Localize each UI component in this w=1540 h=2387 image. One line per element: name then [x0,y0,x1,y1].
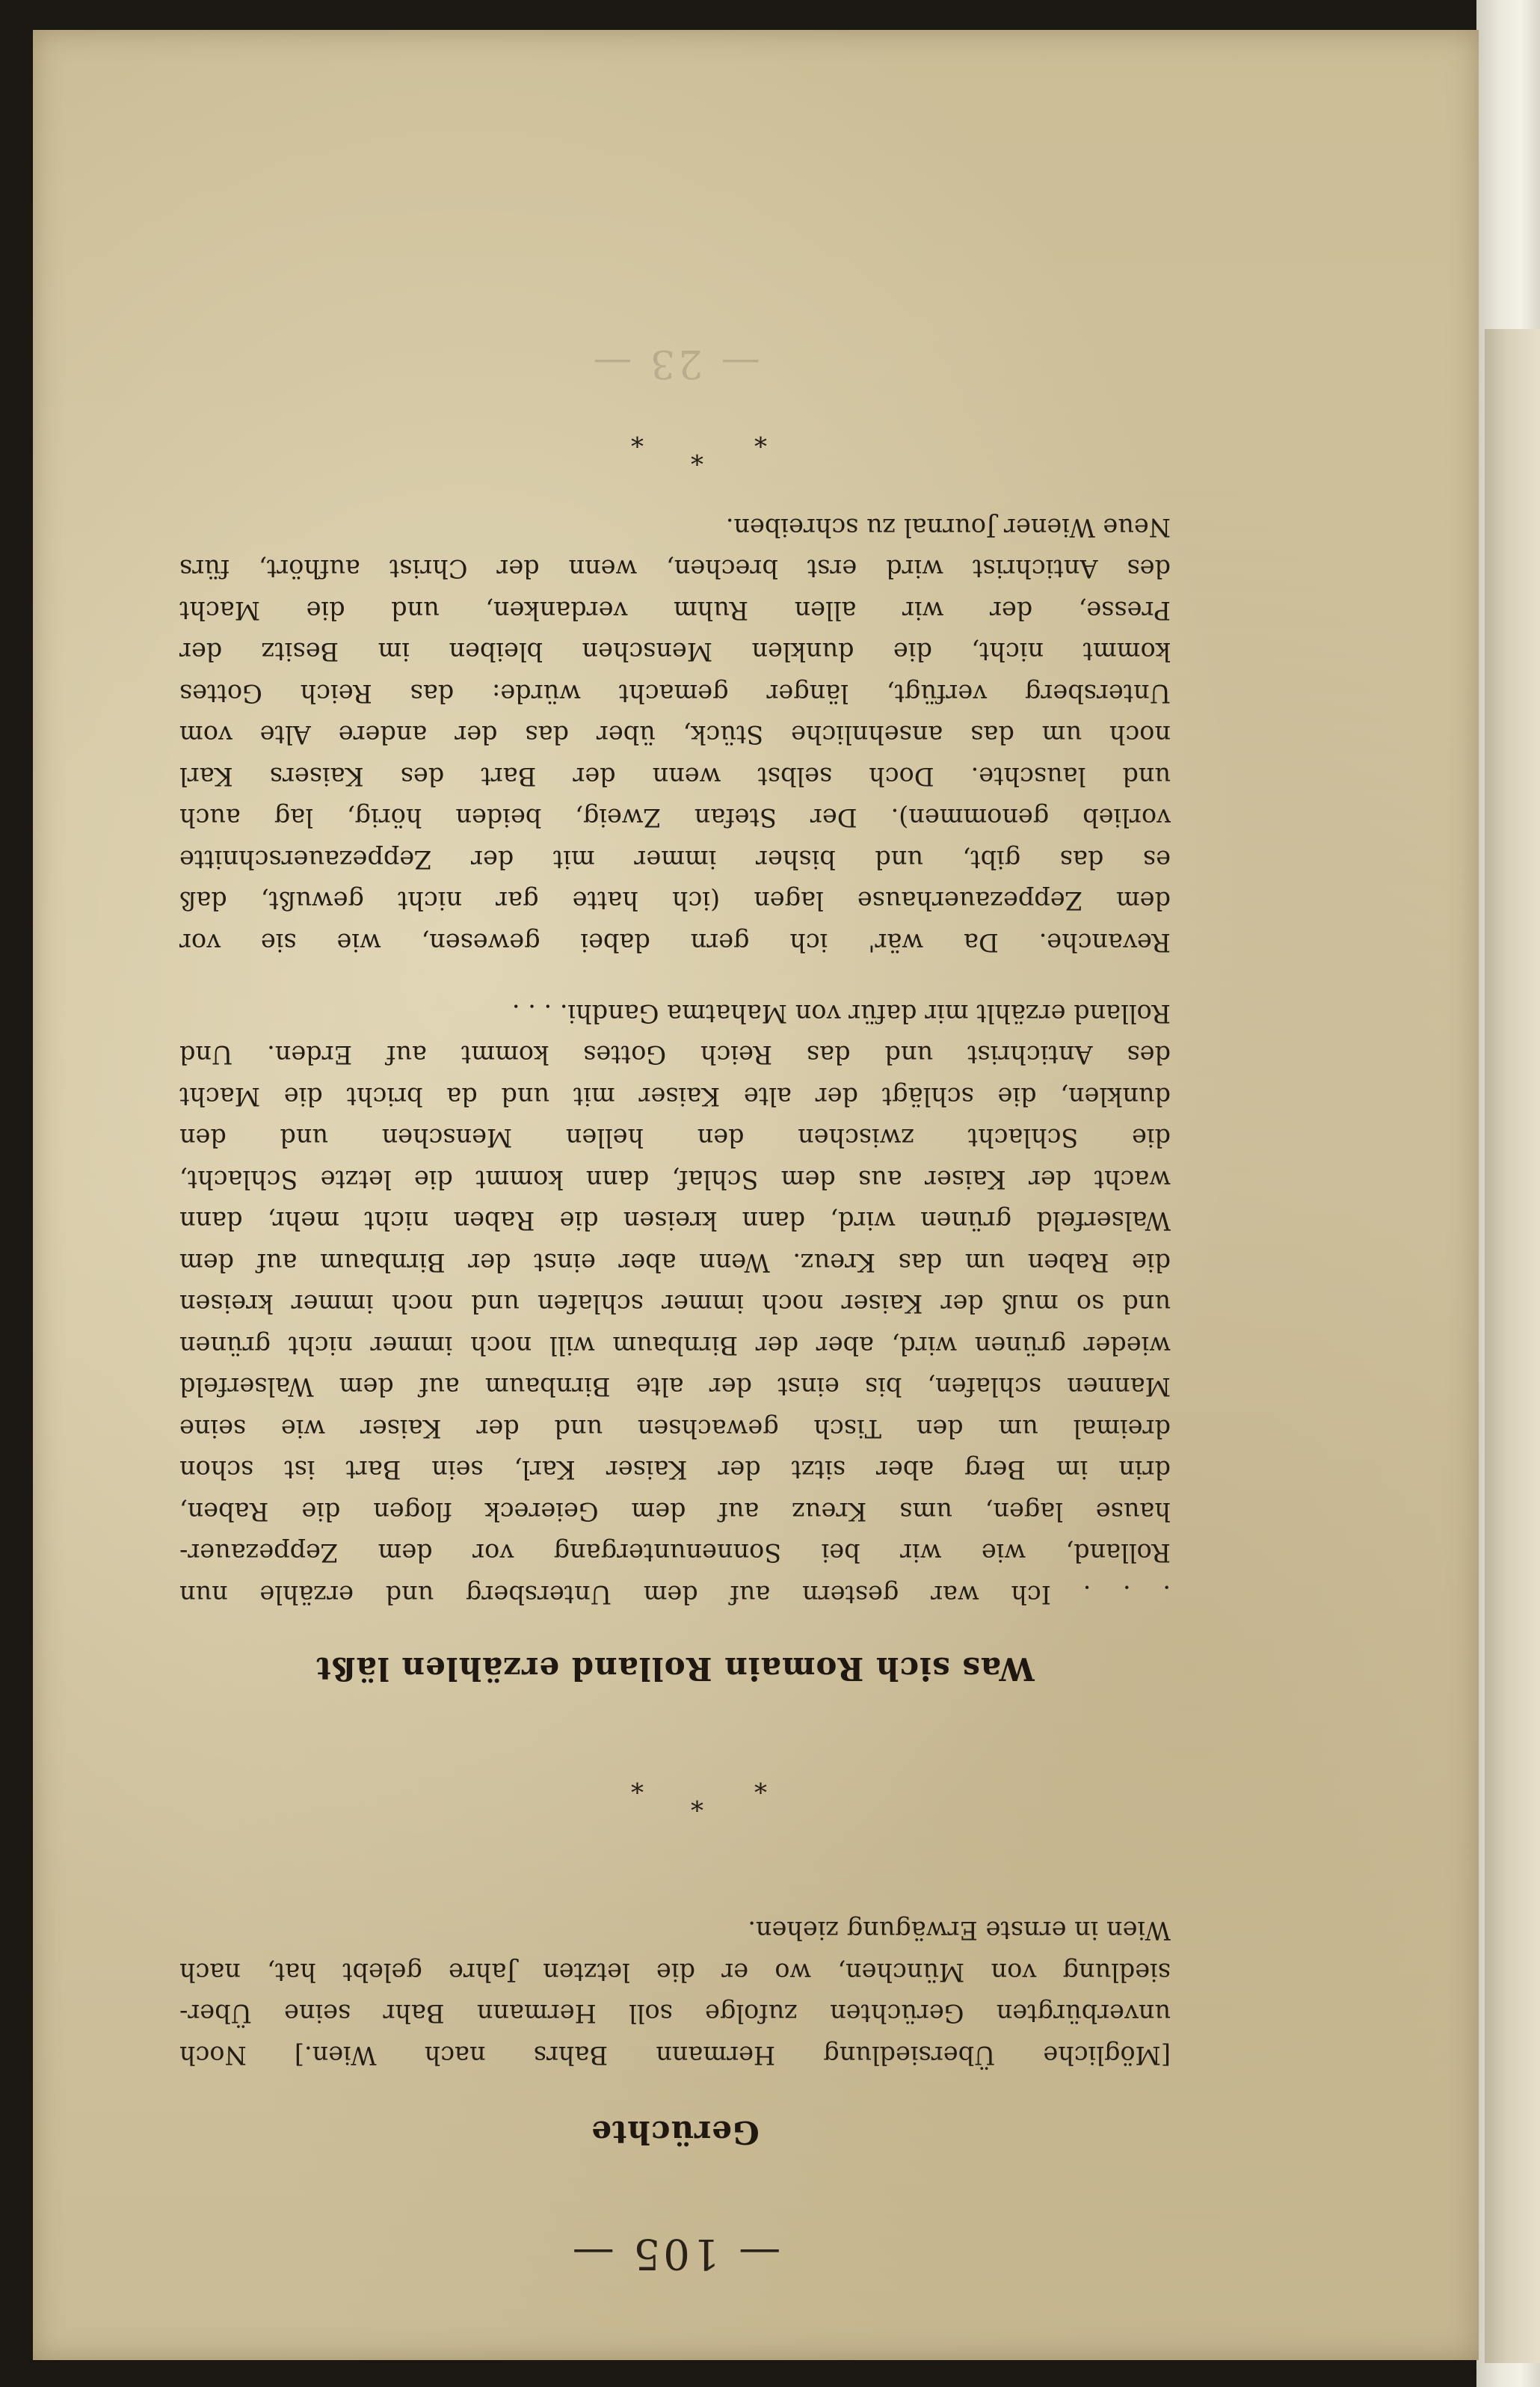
text-line: . . . Ich war gestern auf dem Untersberg und erzähle nun [179,1580,1171,1609]
paragraph-revanche [179,507,1171,964]
separator-star: * [754,423,767,452]
text-line: Mannen schlafen, bis einst der alte Birnbaum auf dem Walserfeld [179,1372,1171,1402]
text-line: wieder grünen wird, aber der Birnbaum will noch immer nicht grünen [179,1331,1171,1360]
text-line: unverbürgten Gerüchten zufolge soll Hermann Bahr seine Über- [179,1999,1171,2029]
text-line: es das gibt, und bisher immer mit der Zeppezauerschnitte [179,845,1171,874]
text-line: Revanche. Da wär' ich gern dabei gewesen, wie sie vor [179,928,1171,957]
text-line: siedlung von München, wo er die letzten Jahre gelebt hat, nach [179,1958,1171,1987]
separator-star: * [631,423,644,452]
text-line: dem Zeppezauerhause lagen (ich hatte gar nicht gewußt, daß [179,886,1171,916]
text-line: noch um das ansehnliche Stück, über das der andere Alte vom [179,720,1171,750]
paragraph-geruechte [179,1910,1171,2076]
text-line: Wien in ernste Erwägung ziehen. [748,1916,1171,1946]
text-line: des Antichrist wird erst brechen, wenn der Christ aufhört, fürs [179,554,1171,584]
section-title-geruechte: Gerüchte [591,2114,760,2151]
text-line: die Raben um das Kreuz. Wenn aber einst der Birnbaum auf dem [179,1248,1171,1277]
separator-star: * [691,440,703,470]
text-line: dunklen, die schlägt der alte Kaiser mit und da bricht die Macht [179,1082,1171,1111]
text-line: dreimal um den Tisch gewachsen und der Kaiser wie seine [179,1414,1171,1443]
text-line: und so muß der Kaiser noch immer schlafen und noch immer kreisen [179,1289,1171,1319]
text-line: Neue Wiener Journal zu schreiben. [725,513,1171,542]
section-separator [179,1754,1171,1814]
separator-star: * [631,1769,644,1798]
text-line: drin im Berg aber sitzt der Kaiser Karl, sein Bart ist schon [179,1455,1171,1485]
separator-star: * [691,1787,703,1816]
text-line: und lauschte. Doch selbst wenn der Bart des Kaisers Karl [179,762,1171,791]
show-through-page-number: — 23 — [590,341,760,386]
text-line: Presse, der wir allen Ruhm verdanken, und die Macht [179,596,1171,625]
text-line: Rolland, wie wir bei Sonnenuntergang vor dem Zeppezauer- [179,1538,1171,1568]
text-line: Untersberg verfügt, länger gemacht würde: das Reich Gottes [179,679,1171,708]
text-line: vorlieb genommen). Der Stefan Zweig, beiden hörig, lag auch [179,803,1171,833]
text-line: die Schlacht zwischen den hellen Menschen und den [179,1123,1171,1153]
adjacent-page-edge [1485,329,1540,2363]
book-page [33,30,1479,2360]
text-line: Rolland erzählt mir dafür von Mahatma Gandhi. . . . [511,999,1171,1028]
section-title-rolland: Was sich Romain Rolland erzählen läßt [315,1650,1035,1687]
page-number: — 105 — [569,2229,781,2278]
text-column [179,30,1171,2360]
text-line: des Antichrist und das Reich Gottes kommt auf Erden. Und [179,1040,1171,1070]
paragraph-rolland [179,993,1171,1616]
text-line: wacht der Kaiser aus dem Schlaf, dann kommt die letzte Schlacht, [179,1165,1171,1194]
text-line: hause lagen, ums Kreuz auf dem Geiereck flogen die Raben, [179,1497,1171,1526]
separator-star: * [754,1769,767,1798]
text-line: Walserfeld grünen wird, dann kreisen die Raben nicht mehr, dann [179,1206,1171,1236]
text-line: [Mögliche Übersiedlung Hermann Bahrs nach Wien.] Noch [179,2041,1171,2070]
upside-down-page-content [33,30,1479,2360]
text-line: kommt nicht, die dunklen Menschen bleiben im Besitz der [179,637,1171,667]
section-separator [179,408,1171,468]
